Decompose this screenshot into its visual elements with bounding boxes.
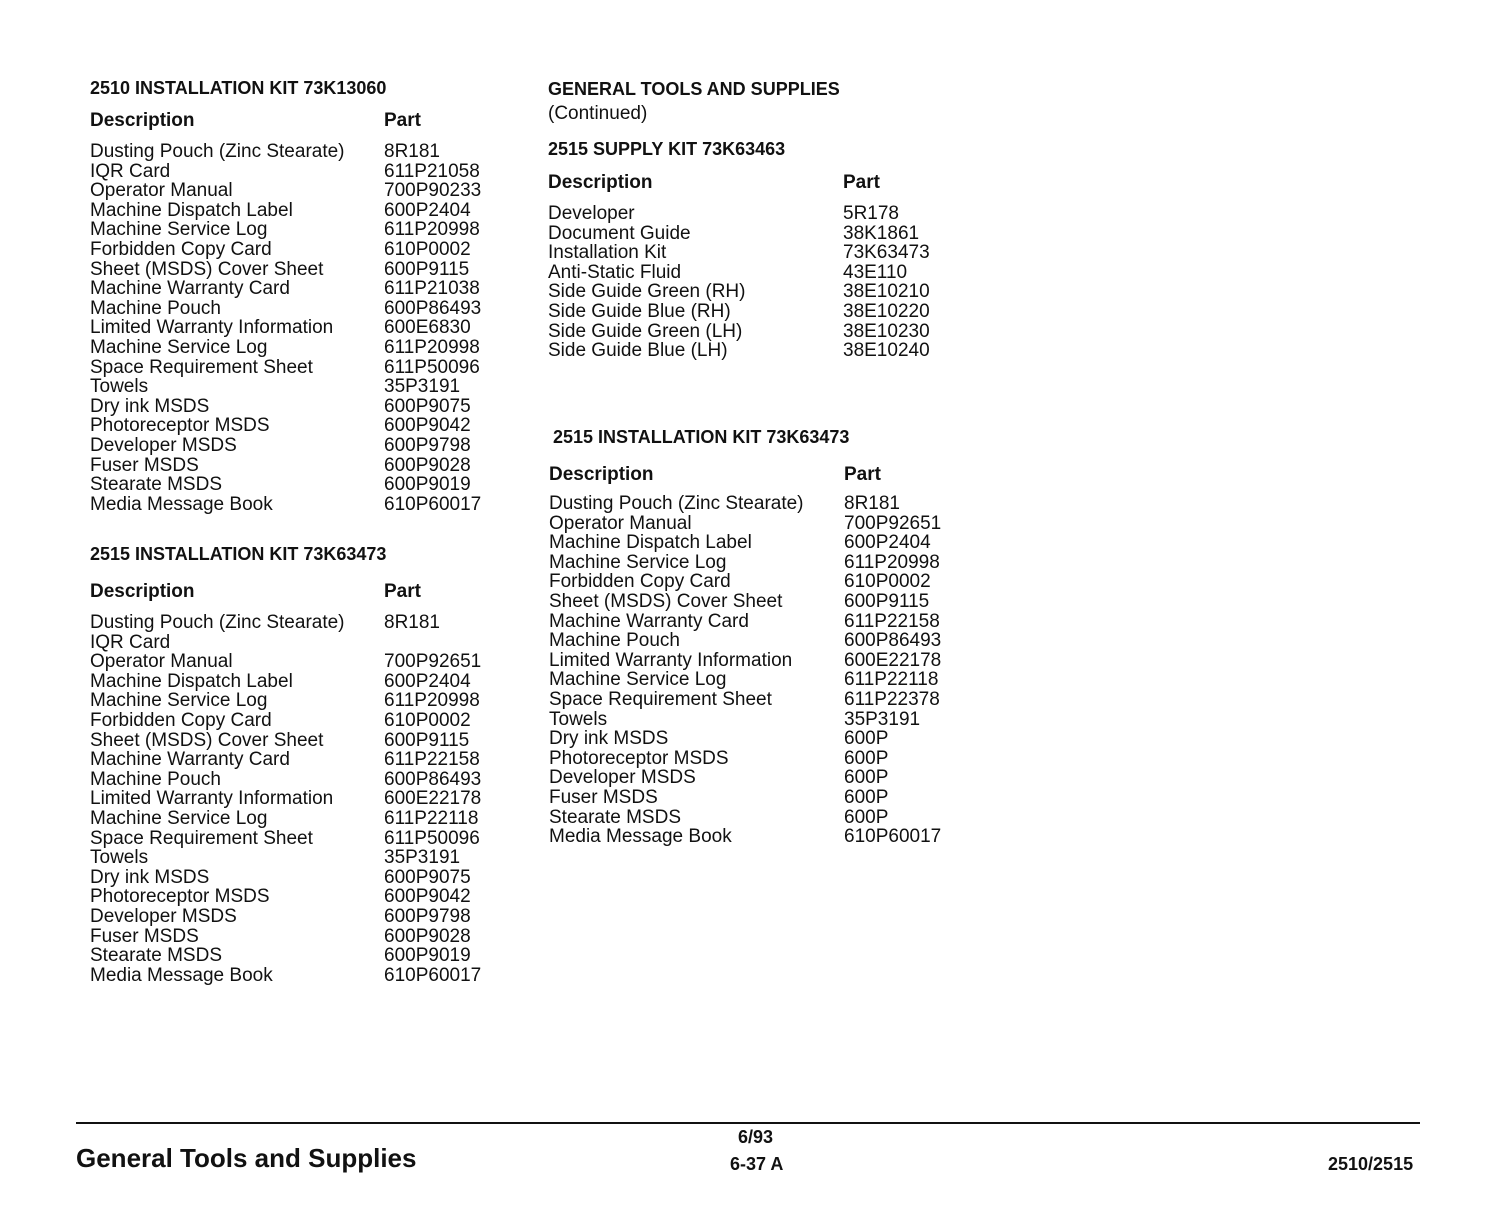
table-row (548, 204, 988, 224)
item-description: Dry ink MSDS (549, 728, 669, 750)
table-row (90, 652, 510, 672)
table-row (549, 788, 989, 808)
item-description: IQR Card (90, 160, 171, 182)
table-row (90, 436, 510, 456)
table-row (549, 768, 989, 788)
item-description: Machine Service Log (549, 669, 727, 691)
table-row (549, 494, 989, 514)
item-description: Media Message Book (90, 964, 273, 986)
kit-2515-right-header (549, 464, 989, 488)
table-row (549, 612, 989, 632)
item-description: Towels (549, 708, 608, 730)
item-description: Stearate MSDS (90, 474, 222, 496)
table-row (90, 829, 510, 849)
item-description: Machine Warranty Card (90, 278, 290, 300)
item-part-number: 600P86493 (384, 297, 482, 319)
item-part-number: 600P86493 (844, 630, 942, 652)
table-row (549, 553, 989, 573)
item-part-number: 600E6830 (384, 317, 471, 339)
table-row (90, 672, 510, 692)
item-description: IQR Card (90, 631, 171, 653)
item-part-number: 8R181 (384, 612, 440, 633)
item-part-number: 600P9042 (384, 415, 471, 437)
table-row (90, 358, 510, 378)
table-row (90, 416, 510, 436)
table-row (549, 592, 989, 612)
table-row (90, 475, 510, 495)
item-part-number: 600P9019 (384, 945, 471, 967)
table-row (90, 142, 510, 162)
item-description: Limited Warranty Information (90, 788, 334, 810)
item-part-number: 600P9028 (384, 454, 471, 476)
table-row (90, 789, 510, 809)
item-part-number: 610P0002 (844, 571, 931, 593)
part-header: Part (844, 464, 881, 485)
item-description: Installation Kit (548, 242, 667, 264)
item-part-number: 600P2404 (844, 532, 931, 554)
item-description: Machine Pouch (90, 297, 221, 319)
item-description: Sheet (MSDS) Cover Sheet (90, 258, 324, 280)
table-row (548, 224, 988, 244)
table-row (90, 338, 510, 358)
table-row (549, 572, 989, 592)
table-row (90, 181, 510, 201)
item-description: Dusting Pouch (Zinc Stearate) (549, 493, 804, 514)
general-section (548, 79, 988, 125)
item-description: Forbidden Copy Card (90, 238, 272, 260)
item-part-number: 610P0002 (384, 238, 471, 260)
item-part-number: 5R178 (843, 203, 899, 224)
table-row (549, 749, 989, 769)
item-description: Machine Warranty Card (549, 610, 749, 632)
part-header: Part (384, 110, 421, 131)
item-description: Forbidden Copy Card (549, 571, 731, 593)
item-part-number: 611P20998 (384, 336, 480, 358)
item-part-number: 611P22118 (384, 807, 479, 829)
item-part-number: 611P22378 (844, 688, 940, 710)
table-row (549, 631, 989, 651)
table-row (90, 377, 510, 397)
item-description: Machine Warranty Card (90, 749, 290, 771)
table-row (549, 808, 989, 828)
table-row (548, 341, 988, 361)
item-part-number: 600P9019 (384, 474, 471, 496)
item-description: Operator Manual (90, 180, 233, 202)
item-part-number: 8R181 (384, 141, 440, 162)
item-description: Machine Service Log (90, 219, 268, 241)
item-description: Dry ink MSDS (90, 866, 210, 888)
table-row (90, 613, 510, 633)
kit-2515-right-title: 2515 INSTALLATION KIT 73K63473 (553, 427, 850, 447)
item-part-number: 600P (844, 806, 889, 828)
table-row (548, 243, 988, 263)
table-row (549, 710, 989, 730)
kit-2515-left-title: 2515 INSTALLATION KIT 73K63473 (90, 544, 387, 564)
item-description: Dusting Pouch (Zinc Stearate) (90, 612, 345, 633)
part-header: Part (843, 172, 880, 193)
item-description: Sheet (MSDS) Cover Sheet (90, 729, 324, 751)
general-subtitle: (Continued) (548, 103, 648, 124)
item-description: Limited Warranty Information (549, 649, 793, 671)
table-row (549, 651, 989, 671)
footer-page-number: 6-37 A (730, 1154, 784, 1174)
kit-2515-right-section (549, 427, 993, 848)
table-row (90, 299, 510, 319)
item-part-number: 35P3191 (844, 708, 921, 730)
table-row (90, 240, 510, 260)
table-row (548, 263, 988, 283)
item-part-number: 73K63473 (843, 242, 930, 264)
item-description: Machine Dispatch Label (549, 532, 752, 554)
table-row (549, 827, 989, 847)
table-row (549, 670, 989, 690)
general-title: GENERAL TOOLS AND SUPPLIES (548, 79, 840, 99)
table-row (549, 690, 989, 710)
table-row (90, 750, 510, 770)
item-description: Document Guide (548, 222, 691, 244)
item-part-number: 611P20998 (384, 219, 480, 241)
item-part-number: 38E10240 (843, 340, 930, 362)
description-header: Description (549, 464, 654, 485)
table-row (90, 456, 510, 476)
item-description: Machine Service Log (90, 807, 268, 829)
kit-2515-left-rows (90, 613, 510, 985)
item-description: Machine Dispatch Label (90, 670, 293, 692)
table-row (549, 729, 989, 749)
item-part-number: 611P20998 (384, 690, 480, 712)
item-part-number: 611P22158 (384, 749, 480, 771)
item-description: Side Guide Green (LH) (548, 320, 743, 342)
supply-2515-rows (548, 204, 988, 361)
footer-rule (76, 1122, 1420, 1124)
item-part-number: 611P20998 (844, 551, 940, 573)
item-description: Machine Service Log (549, 551, 727, 573)
item-description: Towels (90, 376, 149, 398)
description-header: Description (90, 110, 195, 131)
description-header: Description (548, 172, 653, 193)
table-row (549, 533, 989, 553)
item-part-number: 600P9798 (384, 434, 471, 456)
item-part-number: 600P86493 (384, 768, 482, 790)
table-row (90, 691, 510, 711)
item-description: Stearate MSDS (549, 806, 681, 828)
table-row (90, 318, 510, 338)
item-description: Fuser MSDS (90, 454, 199, 476)
item-part-number: 38E10210 (843, 281, 930, 303)
item-part-number: 600P9075 (384, 395, 471, 417)
item-part-number: 600P (844, 767, 889, 789)
item-part-number: 38E10230 (843, 320, 930, 342)
supply-2515-title: 2515 SUPPLY KIT 73K63463 (548, 139, 786, 159)
item-part-number: 611P21058 (384, 160, 480, 182)
item-description: Space Requirement Sheet (90, 356, 313, 378)
table-row (90, 966, 510, 986)
item-part-number: 600P9115 (844, 590, 930, 612)
table-row (90, 279, 510, 299)
item-part-number: 611P50096 (384, 356, 480, 378)
table-row (90, 809, 510, 829)
item-description: Fuser MSDS (549, 786, 658, 808)
item-description: Side Guide Blue (RH) (548, 300, 731, 322)
item-part-number: 700P90233 (384, 180, 482, 202)
item-description: Stearate MSDS (90, 945, 222, 967)
table-row (90, 397, 510, 417)
item-description: Developer MSDS (549, 767, 696, 789)
item-part-number: 611P22158 (844, 610, 940, 632)
item-description: Operator Manual (549, 512, 692, 534)
kit-2515-right-rows (549, 494, 989, 847)
item-description: Photoreceptor MSDS (90, 886, 270, 908)
item-description: Space Requirement Sheet (549, 688, 772, 710)
item-description: Machine Service Log (90, 336, 268, 358)
part-header: Part (384, 581, 421, 602)
item-part-number: 600P9115 (384, 258, 470, 280)
table-row (90, 711, 510, 731)
item-part-number: 600E22178 (844, 649, 942, 671)
table-row (90, 770, 510, 790)
item-part-number: 610P0002 (384, 709, 471, 731)
table-row (90, 495, 510, 515)
item-part-number: 600P9115 (384, 729, 470, 751)
kit-2510-rows (90, 142, 510, 514)
table-row (548, 302, 988, 322)
footer-date: 6/93 (738, 1127, 774, 1147)
item-description: Forbidden Copy Card (90, 709, 272, 731)
item-part-number: 700P92651 (384, 651, 482, 673)
item-description: Dry ink MSDS (90, 395, 210, 417)
item-description: Developer MSDS (90, 434, 237, 456)
item-part-number: 600E22178 (384, 788, 482, 810)
item-description: Anti-Static Fluid (548, 261, 682, 283)
item-part-number: 700P92651 (844, 512, 942, 534)
item-description: Machine Service Log (90, 690, 268, 712)
table-row (90, 260, 510, 280)
item-part-number: 38E10220 (843, 300, 930, 322)
item-part-number: 610P60017 (384, 964, 482, 986)
table-row (90, 633, 510, 653)
item-part-number: 600P (844, 786, 889, 808)
item-description: Developer (548, 203, 635, 224)
table-row (90, 946, 510, 966)
item-description: Limited Warranty Information (90, 317, 334, 339)
table-row (90, 162, 510, 182)
item-description: Media Message Book (549, 826, 732, 848)
kit-2510-header (90, 110, 510, 134)
item-part-number: 38K1861 (843, 222, 920, 244)
table-row (90, 927, 510, 947)
item-description: Space Requirement Sheet (90, 827, 313, 849)
item-part-number: 43E110 (843, 261, 908, 283)
table-row (90, 907, 510, 927)
item-description: Machine Dispatch Label (90, 199, 293, 221)
table-row (90, 887, 510, 907)
item-part-number: 8R181 (844, 493, 900, 514)
item-part-number: 600P9075 (384, 866, 471, 888)
item-description: Fuser MSDS (90, 925, 199, 947)
item-description: Developer MSDS (90, 905, 237, 927)
item-part-number: 35P3191 (384, 847, 461, 869)
item-part-number: 600P9028 (384, 925, 471, 947)
footer-model: 2510/2515 (1328, 1154, 1414, 1174)
supply-2515-section (548, 139, 988, 361)
item-part-number: 600P9042 (384, 886, 471, 908)
item-part-number: 610P60017 (844, 826, 942, 848)
item-description: Towels (90, 847, 149, 869)
item-part-number: 600P2404 (384, 199, 471, 221)
item-part-number: 35P3191 (384, 376, 461, 398)
kit-2510-section (90, 78, 510, 514)
kit-2515-left-section (90, 544, 510, 985)
item-description: Sheet (MSDS) Cover Sheet (549, 590, 783, 612)
item-description: Machine Pouch (90, 768, 221, 790)
item-part-number: 600P2404 (384, 670, 471, 692)
table-row (90, 220, 510, 240)
item-part-number: 600P (844, 747, 889, 769)
item-part-number: 610P60017 (384, 493, 482, 515)
item-part-number: 611P50096 (384, 827, 480, 849)
table-row (548, 322, 988, 342)
table-row (90, 868, 510, 888)
kit-2510-title: 2510 INSTALLATION KIT 73K13060 (90, 78, 387, 98)
item-description: Machine Pouch (549, 630, 680, 652)
table-row (90, 201, 510, 221)
item-part-number: 600P (844, 728, 889, 750)
table-row (90, 848, 510, 868)
item-description: Photoreceptor MSDS (90, 415, 270, 437)
description-header: Description (90, 581, 195, 602)
item-description: Dusting Pouch (Zinc Stearate) (90, 141, 345, 162)
footer-title: General Tools and Supplies (76, 1143, 417, 1173)
table-row (548, 282, 988, 302)
item-description: Side Guide Blue (LH) (548, 340, 728, 362)
item-part-number: 611P21038 (384, 278, 480, 300)
kit-2515-left-header (90, 581, 510, 605)
item-description: Side Guide Green (RH) (548, 281, 746, 303)
item-description: Photoreceptor MSDS (549, 747, 729, 769)
item-description: Operator Manual (90, 651, 233, 673)
item-description: Media Message Book (90, 493, 273, 515)
supply-2515-header (548, 172, 988, 196)
item-part-number: 611P22118 (844, 669, 939, 691)
table-row (90, 731, 510, 751)
item-part-number: 600P9798 (384, 905, 471, 927)
table-row (549, 514, 989, 534)
